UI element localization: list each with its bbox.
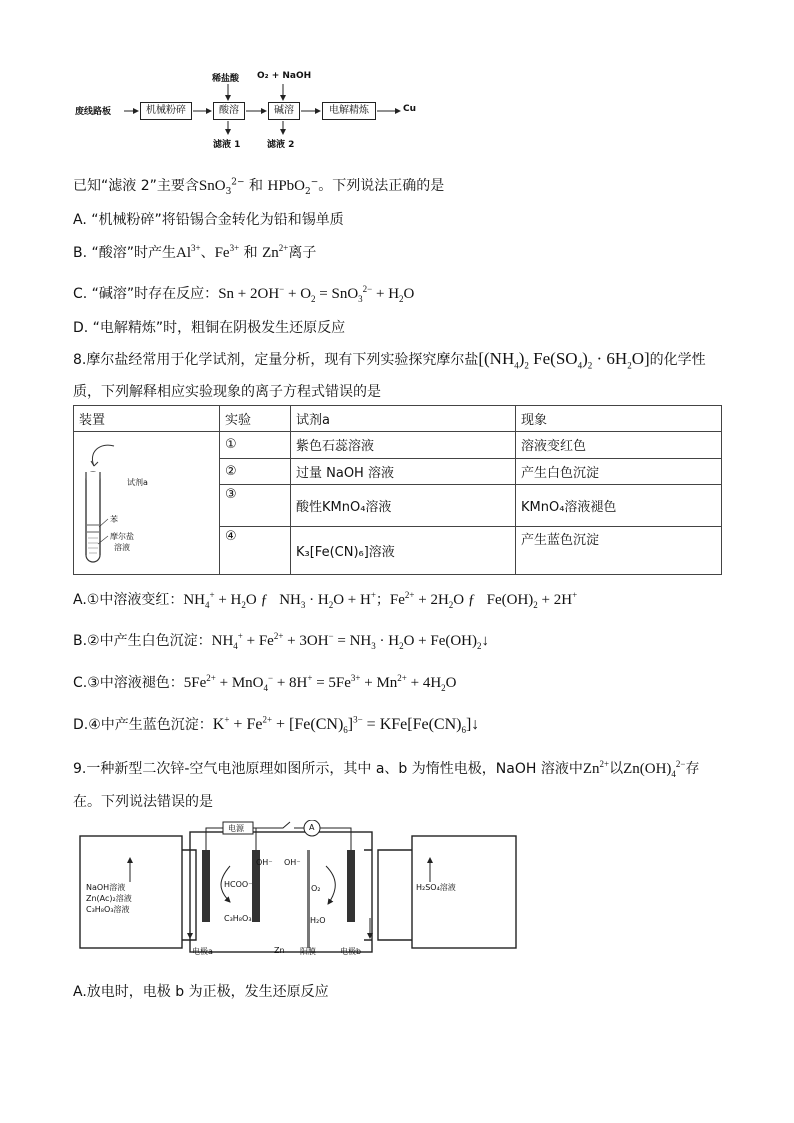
flow-filtrate-2: 滤液 2 [267,140,295,150]
q9-stem-line2: 在。下列说法错误的是 [73,794,213,810]
flow-step-acid: 酸溶 [213,102,245,120]
header-phenomenon: 现象 [516,406,722,432]
q8-option-b: B.②中产生白色沉淀：$NH_4^+ + Fe^{2+} + 3OH^- = NH_3 \cdot H_2O$ + $Fe(OH)_2↓$ [73,631,490,651]
apparatus-cell [74,432,220,575]
row-reagent: K₃[Fe(CN)₆]溶液 [291,526,516,574]
right-solution-label: H₂SO₄溶液 [416,883,456,892]
flow-reagent-base: O₂ + NaOH [257,71,312,81]
row-phenomenon: 产生白色沉淀 [516,458,722,485]
test-tube-diagram [74,432,214,574]
o2-label: O₂ [311,884,321,893]
q8-option-c: C.③中溶液褪色：$5Fe^{2+} + MnO_4^- + 8H^+ = 5Fe^{3+} + Mn^{2+} + 4H_2O$ [73,673,457,693]
row-no: ② [220,458,291,485]
q8-stem-line1: 8.摩尔盐经常用于化学试剂，定量分析，现有下列实验探究摩尔盐[$(NH_4)_2$ $Fe(SO_4)_2 \cdot 6H_2O$]的化学性 [73,349,706,371]
q8-stem-line2: 质，下列解释相应实验现象的离子方程式错误的是 [73,384,381,400]
q8-option-d: D.④中产生蓝色沉淀：$K^+ + Fe^{2+} + [Fe(CN)_6]^{3-}$ = $KFe[Fe(CN)_6]↓$ [73,714,480,736]
table-header-row [74,406,722,432]
electrode-a-label: 电极a [192,947,213,956]
row-phenomenon: KMnO₄溶液褪色 [516,485,722,527]
q9-stem-line1: 9.一种新型二次锌-空气电池原理如图所示，其中 a、b 为惰性电极，NaOH 溶液中$Zn^{2+}$以$Zn(OH)_4^{2-}$存 [73,759,700,779]
q7-option-c: C. “碱溶”时存在反应：$Sn + 2OH^- + O_2 = SnO_3^{2-} + H_2O$ [73,284,415,304]
zn-label: Zn [274,946,285,955]
flow-filtrate-1: 滤液 1 [213,140,241,150]
tube-label-benzene: 苯 [110,515,118,524]
tube-label-salt-2: 溶液 [114,543,130,552]
table-row [74,432,722,459]
row-no: ④ [220,526,291,574]
flow-step-crush: 机械粉碎 [140,102,192,120]
row-no: ③ [220,485,291,527]
q8-option-a: A.①中溶液变红：$NH_4^+ + H_2O$ ƒ $NH_3 \cdot H_2O + H^+$；$Fe^{2+} + 2H_2O$ ƒ $Fe(OH)_2 + 2H^+$ [73,590,578,610]
row-reagent: 酸性KMnO₄溶液 [291,485,516,527]
flow-reagent-hcl: 稀盐酸 [212,74,240,84]
battery-diagram [78,820,518,965]
row-reagent: 紫色石蕊溶液 [291,432,516,459]
tube-label-reagent: 试剂a [127,478,148,487]
q8-experiment-table [73,405,722,575]
header-experiment: 实验 [220,406,291,432]
row-phenomenon: 产生蓝色沉淀 [516,526,722,574]
row-no: ① [220,432,291,459]
membrane-label: 阳膜 [300,947,316,956]
flow-step-base: 碱溶 [268,102,300,120]
oh-label-2: OH⁻ [284,858,301,867]
h2o-label: H₂O [310,916,326,925]
flow-arrows [0,0,794,160]
q7-option-d: D. “电解精炼”时，粗铜在阴极发生还原反应 [73,320,346,336]
electrode-b-label: 电极b [340,947,362,956]
c3h8o3-label: C₃H₈O₃ [224,914,252,923]
flow-end: Cu [403,104,417,114]
ammeter-label: A [309,823,315,832]
row-reagent: 过量 NaOH 溶液 [291,458,516,485]
flow-step-refine: 电解精炼 [322,102,376,120]
tube-label-salt-1: 摩尔盐 [110,532,134,541]
q7-stem: 已知“滤液 2”主要含SnO$_3^{2-}$ 和 HPbO$_2$−。下列说法正确的是 [73,177,445,197]
q9-option-a: A.放电时，电极 b 为正极，发生还原反应 [73,984,329,1000]
hcoo-label: HCOO⁻ [224,880,253,889]
flow-start: 废线路板 [75,107,112,117]
header-reagent: 试剂a [291,406,516,432]
power-source-label: 电源 [228,824,244,833]
left-solution-label: NaOH溶液 Zn(Ac)₂溶液 C₃H₈O₃溶液 [86,883,132,914]
header-apparatus: 装置 [74,406,220,432]
oh-label-1: OH⁻ [256,858,273,867]
q7-option-b: B. “酸溶”时产生$Al^{3+}$、$Fe^{3+}$ 和 $Zn^{2+}$离子 [73,243,317,261]
row-phenomenon: 溶液变红色 [516,432,722,459]
q7-option-a: A. “机械粉碎”将铅锡合金转化为铅和锡单质 [73,212,344,228]
